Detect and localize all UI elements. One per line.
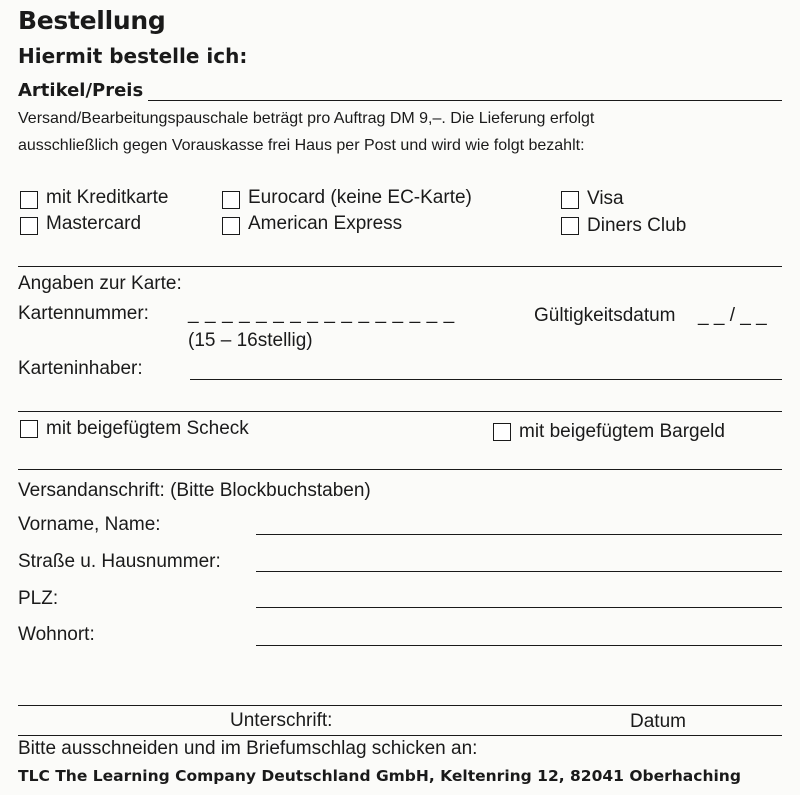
name-label: Vorname, Name: bbox=[18, 514, 161, 535]
street-input-line[interactable] bbox=[256, 571, 782, 572]
card-number-field[interactable]: _ _ _ _ _ _ _ _ _ _ _ _ _ _ _ _ bbox=[188, 303, 455, 324]
street-label: Straße u. Hausnummer: bbox=[18, 551, 221, 572]
section-divider bbox=[18, 469, 782, 470]
form-subtitle: Hiermit bestelle ich: bbox=[18, 44, 248, 68]
footer-divider bbox=[18, 735, 782, 736]
diners-label: Diners Club bbox=[587, 215, 687, 236]
footer-instruction: Bitte ausschneiden und im Briefumschlag schicken an: bbox=[18, 738, 478, 759]
article-label: Artikel/Preis bbox=[18, 80, 144, 101]
date-label: Datum bbox=[630, 711, 686, 732]
plz-input-line[interactable] bbox=[256, 607, 782, 608]
city-label: Wohnort: bbox=[18, 624, 95, 645]
kreditkarte-label: mit Kreditkarte bbox=[46, 187, 169, 208]
bargeld-checkbox[interactable] bbox=[493, 423, 511, 441]
section-divider bbox=[18, 266, 782, 267]
kreditkarte-checkbox[interactable] bbox=[20, 191, 38, 209]
address-heading: Versandanschrift: (Bitte Blockbuchstaben) bbox=[18, 480, 371, 501]
signature-label: Unterschrift: bbox=[230, 710, 333, 731]
card-number-label: Kartennummer: bbox=[18, 303, 149, 324]
shipping-note-line-2: ausschließlich gegen Vorauskasse frei Haus per Post und wird wie folgt bezahlt: bbox=[18, 137, 585, 154]
card-holder-label: Karteninhaber: bbox=[18, 358, 143, 379]
card-heading: Angaben zur Karte: bbox=[18, 273, 182, 294]
plz-label: PLZ: bbox=[18, 588, 59, 609]
section-divider bbox=[18, 411, 782, 412]
visa-label: Visa bbox=[587, 188, 624, 209]
expiry-field[interactable]: _ _ / _ _ bbox=[698, 305, 767, 326]
shipping-note-line-1: Versand/Bearbeitungspauschale beträgt pro Auftrag DM 9,–. Die Lieferung erfolgt bbox=[18, 110, 595, 127]
card-number-hint: (15 – 16stellig) bbox=[188, 330, 313, 351]
bargeld-label: mit beigefügtem Bargeld bbox=[519, 421, 725, 442]
expiry-label: Gültigkeitsdatum bbox=[534, 305, 676, 326]
signature-line[interactable] bbox=[18, 705, 782, 706]
mastercard-label: Mastercard bbox=[46, 213, 142, 234]
article-input-line[interactable] bbox=[148, 100, 782, 101]
form-title: Bestellung bbox=[18, 6, 166, 35]
mastercard-checkbox[interactable] bbox=[20, 217, 38, 235]
eurocard-label: Eurocard (keine EC-Karte) bbox=[248, 187, 472, 208]
amex-checkbox[interactable] bbox=[222, 217, 240, 235]
name-input-line[interactable] bbox=[256, 534, 782, 535]
card-holder-input-line[interactable] bbox=[190, 379, 782, 380]
city-input-line[interactable] bbox=[256, 645, 782, 646]
amex-label: American Express bbox=[248, 213, 403, 234]
eurocard-checkbox[interactable] bbox=[222, 191, 240, 209]
scheck-label: mit beigefügtem Scheck bbox=[46, 418, 249, 439]
diners-checkbox[interactable] bbox=[561, 217, 579, 235]
visa-checkbox[interactable] bbox=[561, 191, 579, 209]
footer-address: TLC The Learning Company Deutschland GmbH, Keltenring 12, 82041 Oberhaching bbox=[18, 767, 741, 785]
scheck-checkbox[interactable] bbox=[20, 420, 38, 438]
